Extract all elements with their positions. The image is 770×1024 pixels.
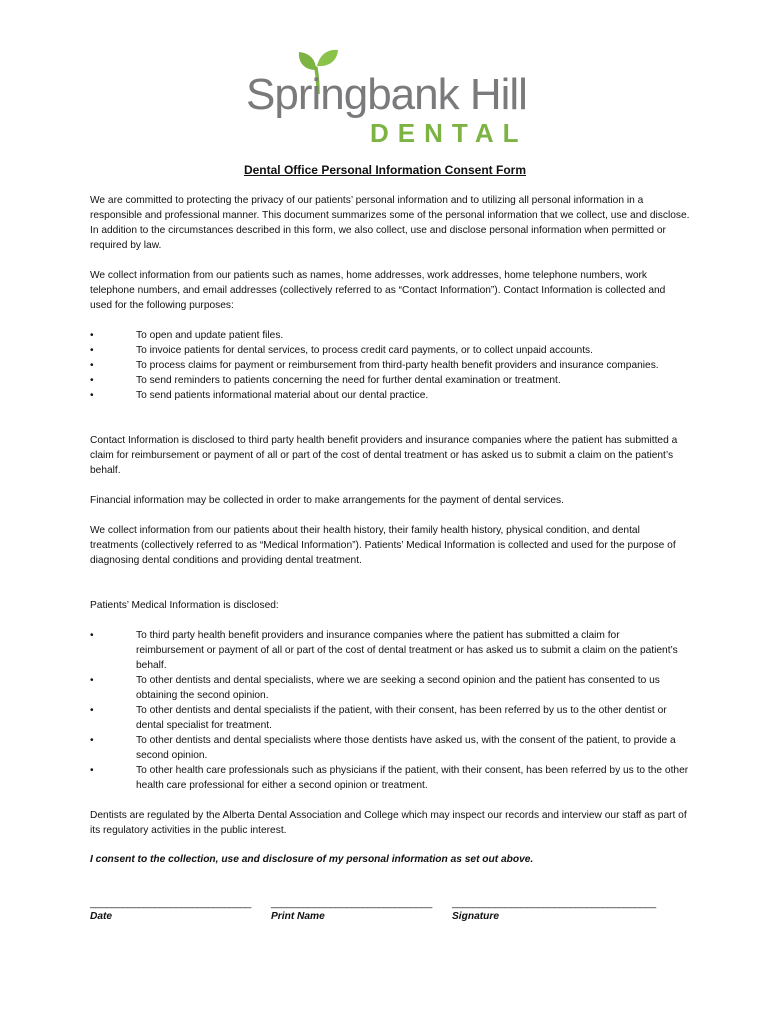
medical-disclosure-heading	[90, 598, 690, 613]
logo-wordmark: Springbank Hill	[246, 70, 527, 119]
paragraph-text: Contact Information is disclosed to third party health benefit providers and insurance companies where the patient has submitted a claim for reimbursement or payment of all or part of the cost of dental treatment or has asked us to submit a claim on the patient’s behalf.	[90, 435, 678, 476]
bullet-icon: •	[90, 360, 94, 371]
signature-label: Signature	[452, 911, 499, 922]
list-item	[90, 388, 690, 403]
paragraph-text: We collect information from our patients such as names, home addresses, work addresses, home telephone numbers, work telephone numbers, and email addresses (collectively referred to as “Contact Information”). Contact Information is collected and used for the following purposes:	[90, 270, 666, 311]
signature-line[interactable]: ______________________________________	[452, 898, 656, 909]
list-item-text: To other dentists and dental specialists where those dentists have asked us, with the consent of the patient, to provide a second opinion.	[136, 735, 676, 761]
consent-statement: I consent to the collection, use and disclosure of my personal information as set out above.	[90, 854, 534, 865]
list-item-text: To invoice patients for dental services, to process credit card payments, or to collect unpaid accounts.	[136, 345, 593, 356]
bullet-icon: •	[90, 735, 94, 746]
date-line[interactable]: ______________________________	[90, 898, 251, 909]
list-item	[90, 703, 690, 733]
logo-subtitle: DENTAL	[370, 118, 528, 148]
financial-information-paragraph	[90, 493, 690, 508]
list-item-text: To other health care professionals such as physicians if the patient, with their consent, has been referred by us to the other health care professional for either a second opinion or treatment.	[136, 765, 689, 791]
bullet-icon: •	[90, 330, 94, 341]
list-item	[90, 733, 690, 763]
list-item	[90, 358, 690, 373]
paragraph-text: Dentists are regulated by the Alberta Dental Association and College which may inspect our records and interview our staff as part of its regulatory activities in the public interest.	[90, 810, 687, 836]
paragraph-text: We are committed to protecting the privacy of our patients’ personal information and to utilizing all personal information in a responsible and professional manner. This document summarizes some of the personal information that we collect, use and disclose. In addition to the circumstances described in this form, we also collect, use and disclose personal information when permitted or required by law.	[90, 195, 690, 251]
regulation-paragraph	[90, 808, 690, 838]
print-name-field[interactable]	[271, 898, 432, 922]
list-item	[90, 373, 690, 388]
list-item-text: To process claims for payment or reimbursement from third-party health benefit providers and insurance companies.	[136, 360, 659, 371]
list-item	[90, 328, 690, 343]
print-name-label: Print Name	[271, 911, 325, 922]
disclosures-list	[90, 628, 690, 793]
bullet-icon: •	[90, 345, 94, 356]
bullet-icon: •	[90, 705, 94, 716]
purposes-list	[90, 328, 690, 403]
bullet-icon: •	[90, 630, 94, 641]
contact-disclosure-paragraph	[90, 433, 690, 478]
privacy-commitment-paragraph	[90, 193, 690, 253]
form-title: Dental Office Personal Information Consent Form	[243, 163, 527, 177]
paragraph-text: Financial information may be collected in order to make arrangements for the payment of dental services.	[90, 495, 564, 506]
print-name-line[interactable]: ______________________________	[271, 898, 432, 909]
list-item-text: To open and update patient files.	[136, 330, 284, 341]
date-label: Date	[90, 911, 113, 922]
contact-information-paragraph	[90, 268, 690, 313]
bullet-icon: •	[90, 375, 94, 386]
date-field[interactable]	[90, 898, 251, 922]
list-item	[90, 673, 690, 703]
bullet-icon: •	[90, 675, 94, 686]
list-item-text: To other dentists and dental specialists if the patient, with their consent, has been referred by us to the other dentist or dental specialist for treatment.	[136, 705, 667, 731]
list-item-text: To send reminders to patients concerning the need for further dental examination or treatment.	[136, 375, 561, 386]
signature-field[interactable]	[452, 898, 656, 922]
list-item-text: To send patients informational material about our dental practice.	[136, 390, 429, 401]
list-item	[90, 763, 690, 793]
springbank-hill-dental-logo	[246, 48, 536, 148]
list-item-text: To third party health benefit providers and insurance companies where the patient has submitted a claim for reimbursement or payment of all or part of the cost of dental treatment or has asked us to submit a claim on the patient’s behalf.	[136, 630, 678, 671]
bullet-icon: •	[90, 765, 94, 776]
paragraph-text: We collect information from our patients about their health history, their family health history, physical condition, and dental treatments (collectively referred to as “Medical Information”). Patients’ Medical Information is collected and used for the purpose of diagnosing dental conditions and providing dental treatment.	[90, 525, 676, 566]
bullet-icon: •	[90, 390, 94, 401]
list-item	[90, 628, 690, 673]
list-item-text: To other dentists and dental specialists, where we are seeking a second opinion and the patient has consented to us obtaining the second opinion.	[136, 675, 660, 701]
paragraph-text: Patients’ Medical Information is disclosed:	[90, 600, 279, 611]
list-item	[90, 343, 690, 358]
medical-information-paragraph	[90, 523, 690, 568]
